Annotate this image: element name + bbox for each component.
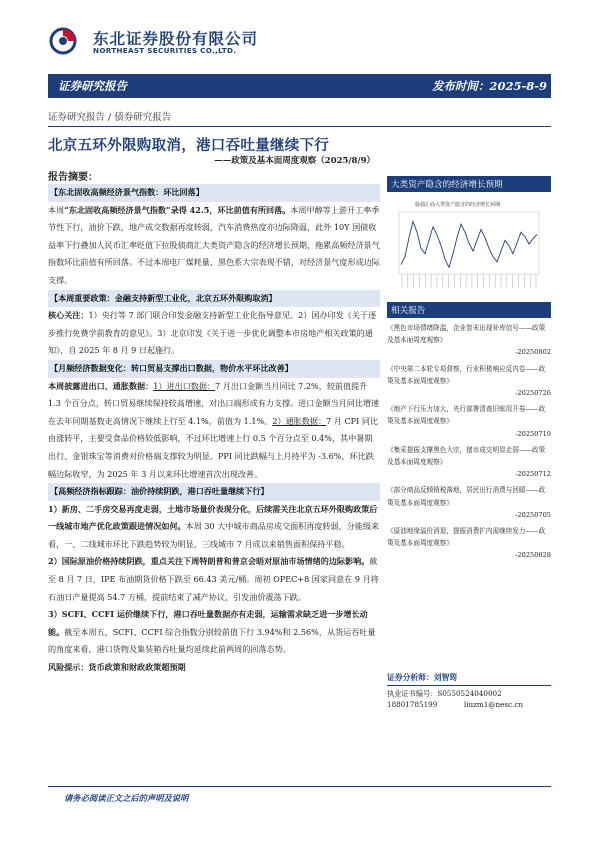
company-name-en: NORTHEAST SECURITIES CO.,LTD. [93,46,237,55]
related-report-item[interactable] [387,444,551,481]
related-report-date: -20250628 [515,551,551,560]
text-underline: 1）进出口数据： [153,380,216,391]
text: 截至 8 月 7 日，IPE 布油期货价格下跌至 66.43 美元/桶。周初 OPEC+8 国家同意在 9 月将石油日产量提高 54.7 万桶，提前结束了减产协议，引发油价震荡下跌。 [48,556,379,602]
related-report-date: -20250712 [515,470,551,479]
paragraph [48,202,380,290]
related-report-date: -20250705 [515,510,551,519]
sidebar-chart-panel [387,176,551,312]
text: 本周 [48,204,65,215]
analyst-contact [387,699,551,711]
related-report-title: 《原油地缘溢价消退，提振消费扩内需继续发力——政策及基本面周度观察》 [387,527,546,548]
paragraph [48,378,380,484]
analyst-block [387,672,551,711]
text-bold: 3）SCFI、CCFI 运价继续下行，港口吞吐量数据亦有走弱，运输需求缺乏进一步增长动能。 [48,609,368,637]
related-report-title: 《集采提振支撑黑色大宗，猪市成交明显走弱——政策及基本面周度观察》 [387,445,546,467]
paragraph [48,553,380,606]
text-bold: 2）国际原油价格持续阴跌，重点关注下周特朗普和普京会晤对原油市场情绪的边际影响。 [48,556,370,567]
related-report-title: 《部分商品反倾销税落地，居民出行消费与回暖——政策及基本面周度观察》 [387,486,546,507]
related-list [387,318,551,562]
text-bold: 本周披露进出口、通胀数据： [48,380,154,391]
related-report-item[interactable] [387,525,551,562]
related-report-item[interactable] [387,484,551,521]
analyst-email[interactable]: liuzm1@nesc.cn [463,700,524,710]
related-report-title: 《中央第二本轮专项督察，行业积极响应反内卷——政策及基本面周度观察》 [387,364,546,385]
analyst-phone: 18801785199 [387,700,438,710]
main-content [48,184,380,677]
analyst-name: 证券分析师：刘智筠 [387,672,551,686]
company-logo-icon [48,26,86,56]
related-report-title: 《地产下行压力加大，央行部署清查旧账用开券——政策及基本面周度观察》 [387,405,546,426]
paragraph [48,307,380,360]
text: 7 月出口金额当月同比 7.2%，较前值提升 1.3 个百分点，转口贸易继续保持较高增速，对出口端形成有力支撑。进口金额当月同比增速在去年同期基数走高情况下继续上行至 4.1%，前值为 1.1%。 [48,380,380,426]
related-report-item[interactable] [387,403,551,440]
text-bold: 核心关注： [48,310,89,321]
related-report-date: -20250802 [515,348,551,357]
related-report-date: -20250719 [515,429,551,438]
related-report-date: -20250726 [515,389,551,398]
related-report-item[interactable] [387,363,551,400]
paragraph [48,501,380,554]
text: 本周 30 大中城市商品房成交面积再度转弱，分能级来看，一、二线城市环比下跌趋势较为明显，三线城市 7 月成以来销售面积保持平稳。 [48,521,380,549]
related-report-item[interactable] [387,322,551,359]
text: 截至本周五，SCFI、CCFI 综合指数分别较前值下行 3.94%和 2.56%，从货运吞吐量的角度来看，港口货物及集装箱吞吐量均延续此前两周的回落态势。 [48,626,376,655]
publish-date: 发布时间：2025-8-9 [431,79,547,93]
abstract-label: 报告摘要： [48,172,98,183]
section-heading: 【高频经济指标跟踪：油价持续阴跌，港口吞吐量继续下行】 [48,483,380,501]
breadcrumb: 证券研究报告 / 债券研究报告 [48,112,172,123]
related-report-title: 《黑色市场情绪降温，企业智未出现补库信号——政策及基本面周度观察》 [387,324,546,345]
footer-disclaimer: 请务必阅读正文之后的声明及说明 [64,793,189,803]
analyst-license: 执业证书编号：S0550524040002 [387,688,502,698]
divider [48,126,551,127]
text-bold: 1）新房、二手房交易再度走弱，土地市场量价表现分化，后续需关注北京五环外限购政策后一线城市地产优化政策跟进情况如何。 [48,503,378,532]
risk-note: 风险提示：货币政策和财政政策超预期 [48,662,186,673]
section-heading: 【东北固收高频经济景气指数：环比回落】 [48,184,380,202]
text-bold: “东北固收高频经济景气指数”录得 42.5，环比前值有所回落。 [64,204,291,215]
text: 7 月 CPI 同比由涨转平，主要受食品价格较低影响，不过环比增速上行 0.5 个百分点至 0.4%，其中暑期出行、金银珠宝等消费对价格端支撑较为明显。PPI 同比跌幅与上月持平为 -3.6%，环比跌幅边际收窄，为 2025 年 3 月以来环比增速首次出现改善。 [48,415,379,479]
text-underline: 2）通胀数据： [272,415,327,426]
section-heading: 【月频经济数据变化：转口贸易支撑出口数据，物价水平环比改善】 [48,360,380,378]
report-type: 证券研究报告 [58,79,127,93]
section-heading: 【本周重要政策：金融支持新型工业化，北京五环外限购取消】 [48,290,380,308]
text: 1）央行等 7 部门联合印发金融支持新型工业化指导意见。2）国办印发《关于逐步推行免费学前教育的意见》。3）北京印发《关于进一步优化调整本市房地产相关政策的通知》，自 2025 年 8 月 9 日起施行。 [48,310,377,356]
series-line [401,221,537,267]
footer-divider [48,786,551,787]
company-name-cn: 东北证券股份有限公司 [93,30,259,48]
text: 本周甲醇等上游开工率季节性下行，油价下跌，地产成交数据再度转弱，汽车消费热度亦边际降温，此外 10Y 国债收益率下行叠加人民币汇率贬值下拉股债商汇大类资产隐含的经济增长预期，拖累高频经济景气指数环比前值有所回落。不过本周电厂煤耗量、黑色系大宗表现不错，对经济景气度形成边际支撑。 [48,204,380,285]
growth-expectation-chart [387,192,551,308]
report-subtitle: ——政策及基本面周度观察（2025/8/9） [214,156,375,166]
related-header: 相关报告 [387,302,551,318]
report-title: 北京五环外限购取消，港口吞吐量继续下行 [48,137,330,154]
chart-header: 大类资产隐含的经济增长预期 [387,176,551,192]
chart-title: 股债汇商大类资产隐含的经济增长预期 [415,202,501,208]
paragraph [48,606,380,659]
